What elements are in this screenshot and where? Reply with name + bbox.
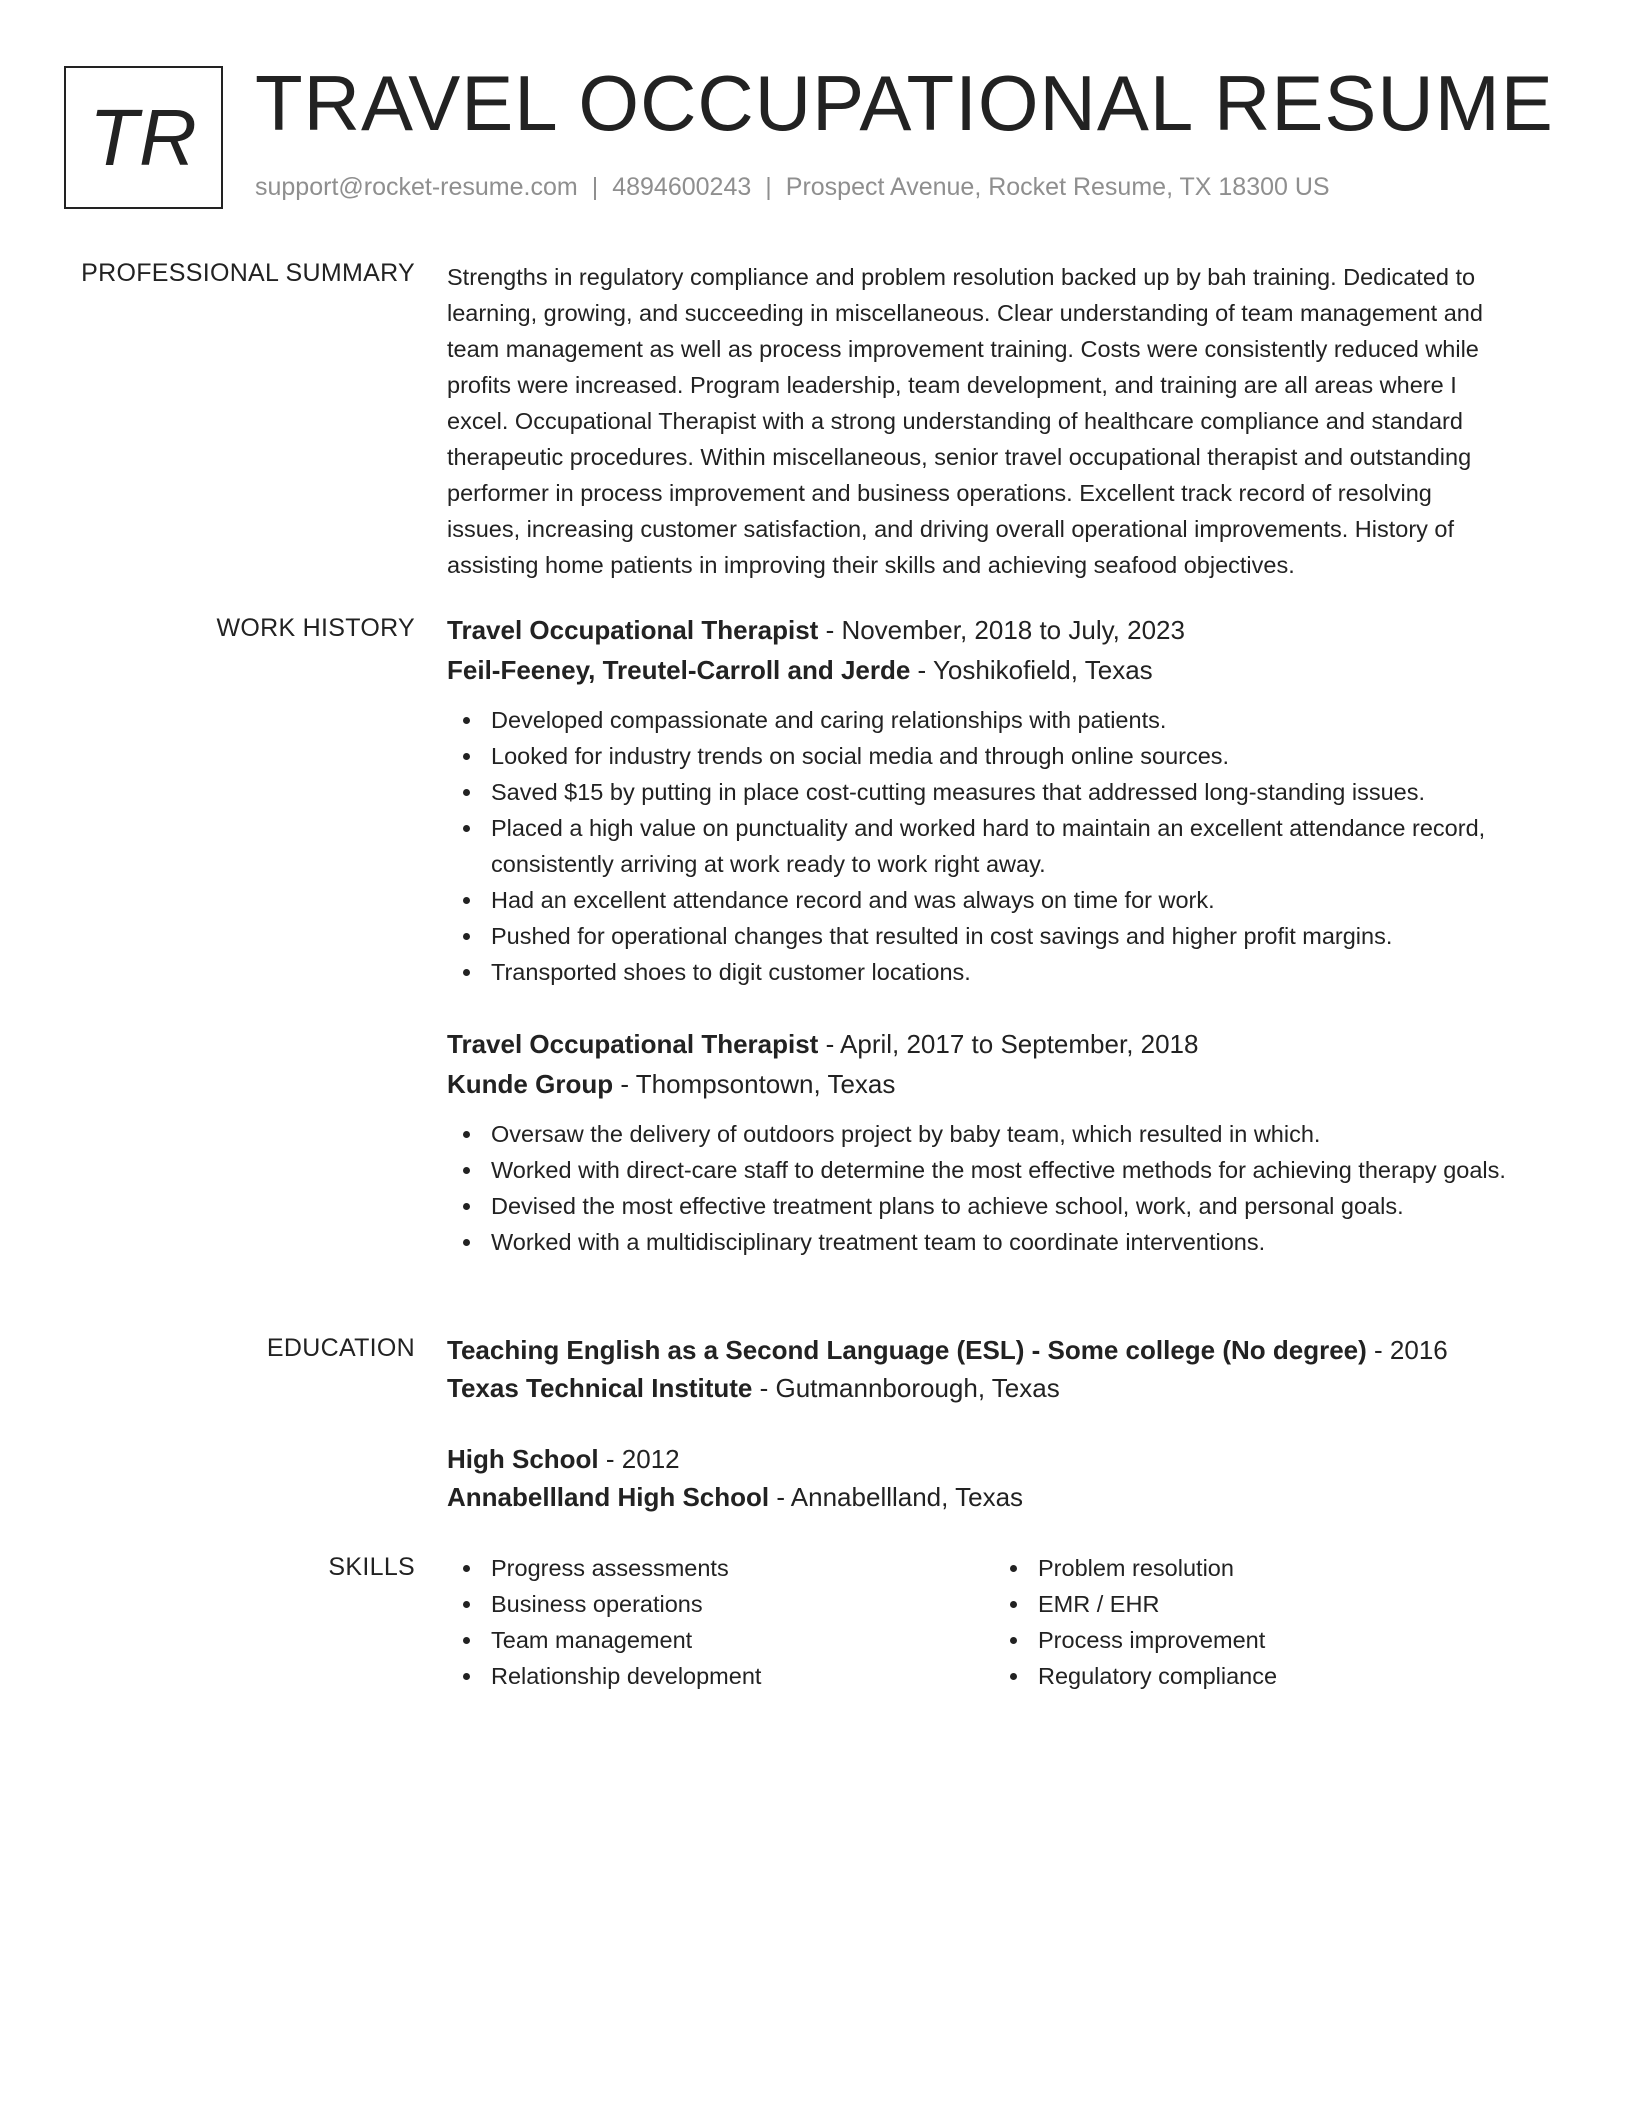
job-company-line [447,650,1555,690]
education-entry [447,1440,1555,1516]
list-item: Worked with direct-care staff to determine the most effective methods for achieving therapy goals. [447,1152,1555,1188]
education-degree: Teaching English as a Second Language (ESL) - Some college (No degree) [447,1335,1367,1365]
job-title: Travel Occupational Therapist [447,1029,819,1059]
job-entry [447,610,1555,990]
education-school: Texas Technical Institute [447,1373,753,1403]
education-school: Annabellland High School [447,1482,770,1512]
skill-item: Progress assessments [447,1550,967,1586]
education-year: - 2012 [598,1444,680,1474]
list-item: Looked for industry trends on social media and through online sources. [447,738,1555,774]
job-dates: - April, 2017 to September, 2018 [818,1029,1199,1059]
list-item: Oversaw the delivery of outdoors project by baby team, which resulted in which. [447,1116,1555,1152]
contact-line [255,173,1330,202]
job-company-line [447,1064,1555,1104]
summary-line: excel. Occupational Therapist with a strong understanding of healthcare compliance and standard [447,408,1463,434]
contact-email: support@rocket-resume.com [255,173,578,201]
summary-line: therapeutic procedures. Within miscellaneous, senior travel occupational therapist and outstanding [447,444,1472,470]
job-location: - Thompsontown, Texas [613,1069,896,1099]
work-history-heading: WORK HISTORY [216,614,415,642]
contact-address: Prospect Avenue, Rocket Resume, TX 18300 US [785,173,1330,201]
job-title: Travel Occupational Therapist [447,615,819,645]
education-heading: EDUCATION [266,1334,415,1362]
summary-text [447,259,1555,583]
summary-line: issues, increasing customer satisfaction, and driving overall operational improvements. History of [447,516,1455,542]
monogram-box [64,66,223,209]
skills-list-left [447,1550,967,1694]
monogram-initials: TR [89,92,198,182]
job-bullets [447,702,1555,990]
list-item: Saved $15 by putting in place cost-cutting measures that addressed long-standing issues. [447,774,1555,810]
education-location: - Annabellland, Texas [769,1482,1024,1512]
education-year: - 2016 [1366,1335,1448,1365]
list-item: Developed compassionate and caring relationships with patients. [447,702,1555,738]
summary-line: assisting home patients in improving their skills and achieving seafood objectives. [447,552,1295,578]
job-dates: - November, 2018 to July, 2023 [818,615,1185,645]
skill-item: Business operations [447,1586,967,1622]
list-item: Had an excellent attendance record and was always on time for work. [447,882,1555,918]
skill-item: EMR / EHR [994,1586,1514,1622]
education-degree-line [447,1440,1555,1478]
skill-item: Problem resolution [994,1550,1514,1586]
skill-item: Regulatory compliance [994,1658,1514,1694]
skill-item: Process improvement [994,1622,1514,1658]
skill-item: Relationship development [447,1658,967,1694]
summary-line: performer in process improvement and business operations. Excellent track record of resolving [447,480,1432,506]
summary-line: Strengths in regulatory compliance and problem resolution backed up by bah training. Dedicated to [447,264,1476,290]
list-item: Placed a high value on punctuality and worked hard to maintain an excellent attendance record, consistently arriving at work ready to work right away. [447,810,1555,882]
job-bullets [447,1116,1555,1260]
education-location: - Gutmannborough, Texas [752,1373,1060,1403]
list-item: Worked with a multidisciplinary treatment team to coordinate interventions. [447,1224,1555,1260]
education-degree-line [447,1331,1555,1369]
summary-line: team management as well as process improvement training. Costs were consistently reduced while [447,336,1479,362]
job-title-line [447,610,1555,650]
summary-line: learning, growing, and succeeding in miscellaneous. Clear understanding of team management and [447,300,1483,326]
education-degree: High School [447,1444,599,1474]
contact-separator: | [765,173,772,201]
job-location: - Yoshikofield, Texas [910,655,1153,685]
skills-heading: SKILLS [328,1553,415,1581]
job-title-line [447,1024,1555,1064]
job-entry [447,1024,1555,1260]
summary-line: profits were increased. Program leadership, team development, and training are all areas where I [447,372,1457,398]
job-company: Feil-Feeney, Treutel-Carroll and Jerde [447,655,911,685]
list-item: Devised the most effective treatment plans to achieve school, work, and personal goals. [447,1188,1555,1224]
education-entry [447,1331,1555,1407]
contact-phone: 4894600243 [612,173,752,201]
job-company: Kunde Group [447,1069,614,1099]
resume-title: TRAVEL OCCUPATIONAL RESUME [255,59,1554,147]
list-item: Transported shoes to digit customer locations. [447,954,1555,990]
skill-item: Team management [447,1622,967,1658]
skills-list-right [994,1550,1514,1694]
contact-separator: | [591,173,599,201]
list-item: Pushed for operational changes that resulted in cost savings and higher profit margins. [447,918,1555,954]
education-school-line [447,1478,1555,1516]
summary-heading: PROFESSIONAL SUMMARY [81,259,415,287]
education-school-line [447,1369,1555,1407]
